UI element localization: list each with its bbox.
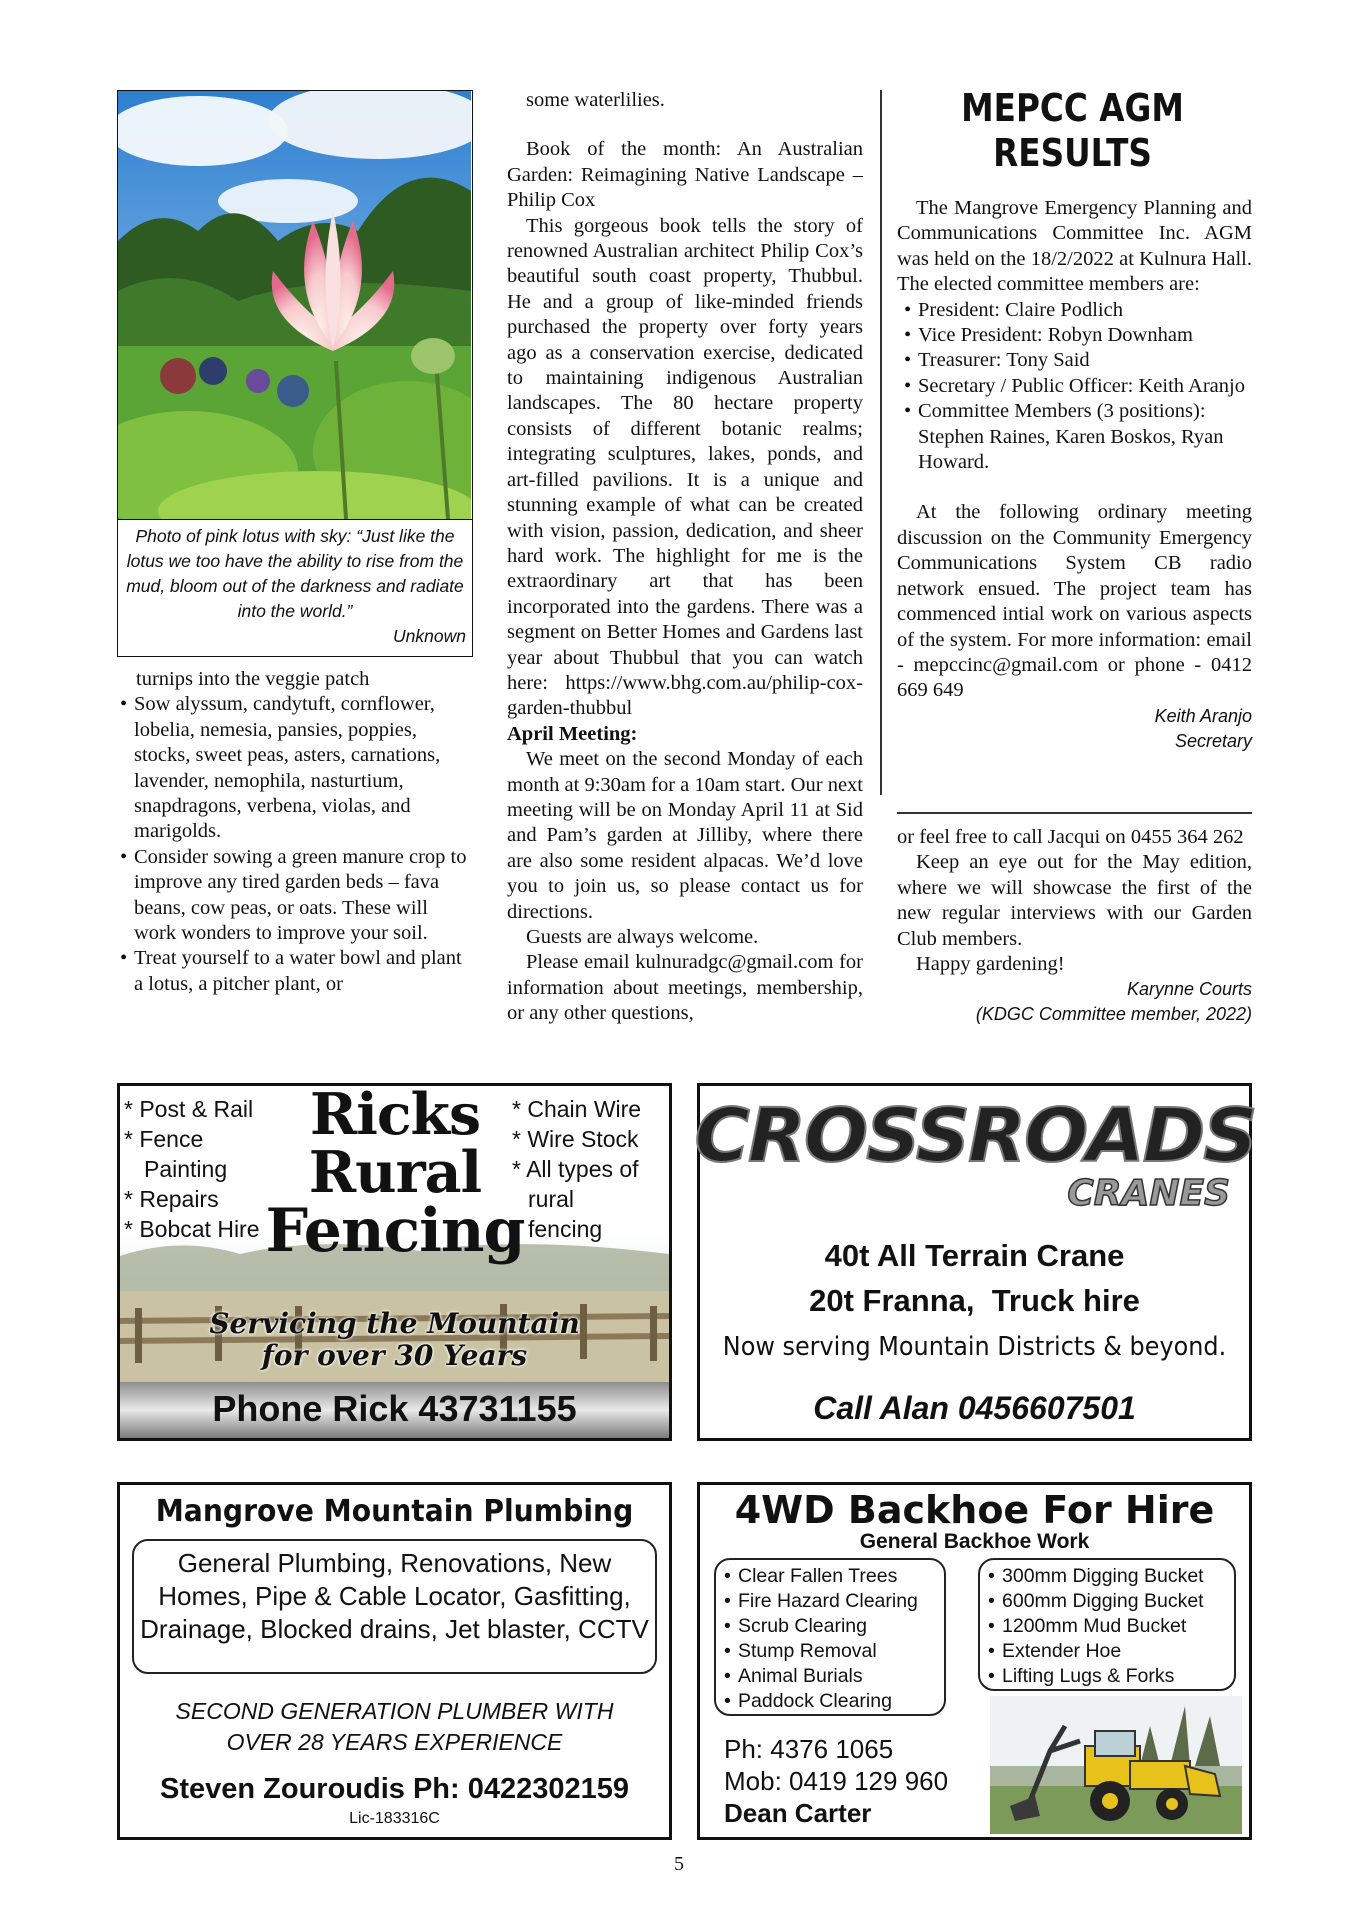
article-paragraph: some waterlilies. (526, 89, 665, 111)
backhoe-jobs-list (724, 1564, 936, 1714)
service-item: * Fence (124, 1126, 204, 1152)
photo-caption-text: Photo of pink lotus with sky: “Just like the lotus we too have the ability to rise from the mud, bloom out of the darkness and radiate into the world.” (126, 526, 464, 621)
lotus-image (118, 91, 471, 519)
service-item: rural (528, 1186, 575, 1212)
service-item: Painting (144, 1156, 228, 1182)
mepcc-title-line: RESULTS (993, 131, 1152, 175)
mepcc-title (920, 86, 1225, 176)
service-item: * Wire Stock (512, 1126, 639, 1152)
column-3-text (897, 196, 1252, 754)
committee-member: • Committee Members (3 positions): Stephen Raines, Karen Boskos, Ryan Howard. (904, 399, 1252, 475)
slogan-line: Servicing the Mountain (209, 1307, 580, 1340)
committee-list (897, 298, 1252, 476)
service-item: * Bobcat Hire (124, 1216, 260, 1242)
photo-caption (118, 519, 472, 649)
tagline-line: OVER 28 YEARS EXPERIENCE (226, 1729, 563, 1755)
backhoe-owner-name: Dean Carter (724, 1798, 872, 1828)
committee-member: • Secretary / Public Officer: Keith Aranjo (904, 374, 1252, 399)
plumbing-services: General Plumbing, Renovations, New Homes, Pipe & Cable Locator, Gasfitting, Drainage, Blocked drains, Jet blaster, CCTV (140, 1548, 649, 1644)
service-item: * Chain Wire (512, 1096, 642, 1122)
article-paragraph: or feel free to call Jacqui on 0455 364 262 (897, 826, 1244, 848)
ricks-left-list (124, 1094, 260, 1244)
april-meeting-heading: April Meeting: (507, 722, 638, 745)
signature-title: (KDGC Committee member, 2022) (975, 1004, 1252, 1025)
column-3-continued (897, 825, 1252, 1027)
photo-caption-author: Unknown (393, 626, 466, 646)
book-of-month-heading: Book of the month: An Australian Garden: Reimagining Native Landscape – Philip Cox (507, 138, 863, 212)
lotus-photo (118, 91, 471, 519)
crossroads-line3: Now serving Mountain Districts & beyond. (722, 1332, 1227, 1362)
backhoe-phone: Ph: 4376 1065 (724, 1734, 894, 1764)
ricks-slogan (120, 1308, 669, 1372)
crossroads-call: Call Alan 0456607501 (813, 1390, 1136, 1426)
ricks-title-line: Fencing (265, 1196, 525, 1266)
gardening-tip: • Treat yourself to a water bowl and plant a lotus, a pitcher plant, or (120, 946, 468, 997)
backhoe-equipment: • 600mm Digging Bucket (988, 1589, 1226, 1614)
backhoe-jobs-box (714, 1558, 946, 1716)
gardening-lead-text: turnips into the veggie patch (136, 668, 370, 690)
backhoe-equipment: • Lifting Lugs & Forks (988, 1664, 1226, 1689)
article-paragraph: Guests are always welcome. (526, 926, 759, 948)
backhoe-equipment: • 300mm Digging Bucket (988, 1564, 1226, 1589)
committee-member: • President: Claire Podlich (904, 298, 1252, 323)
agm-intro: The Mangrove Emergency Planning and Communications Committee Inc. AGM was held on the 18/2/2022 at Kulnura Hall. The elected committee members are: (897, 197, 1252, 296)
backhoe-job: • Paddock Clearing (724, 1689, 936, 1714)
article-paragraph: Happy gardening! (916, 953, 1065, 976)
backhoe-mobile: Mob: 0419 129 960 (724, 1766, 949, 1796)
lotus-photo-frame (117, 90, 473, 657)
backhoe-subtitle: General Backhoe Work (859, 1530, 1090, 1553)
crossroads-logo-sub: CRANES (1067, 1173, 1230, 1214)
ad-mangrove-plumbing (117, 1482, 672, 1840)
article-paragraph: Keep an eye out for the May edition, where we will showcase the first of the new regular interviews with our Garden Club members. (897, 851, 1252, 950)
service-item: * All types of (512, 1156, 639, 1182)
service-item: fencing (528, 1216, 603, 1242)
backhoe-photo (990, 1696, 1242, 1834)
service-item: * Repairs (124, 1186, 219, 1212)
ad-ricks-rural-fencing (117, 1083, 672, 1441)
crossroads-line2: 20t Franna, Truck hire (809, 1283, 1140, 1318)
ricks-title-line: Ricks (309, 1083, 481, 1148)
backhoe-job: • Scrub Clearing (724, 1614, 936, 1639)
service-item: * Post & Rail (124, 1096, 254, 1122)
backhoe-title: 4WD Backhoe For Hire (734, 1488, 1215, 1532)
signature-name: Keith Aranjo (1154, 705, 1252, 726)
tagline-line: SECOND GENERATION PLUMBER WITH (175, 1698, 614, 1724)
backhoe-job: • Fire Hazard Clearing (724, 1589, 936, 1614)
ricks-phone: Phone Rick 43731155 (212, 1388, 577, 1429)
ad-crossroads-cranes (694, 1083, 1256, 1441)
backhoe-equipment-list (988, 1564, 1226, 1689)
agm-paragraph: At the following ordinary meeting discussion on the Community Emergency Communications System CB radio network ensued. The project team has commenced intial work on various aspects of the system. For more information: email - mepccinc@gmail.com or phone - 0412 669 649 (897, 501, 1252, 702)
backhoe-equipment-box (978, 1558, 1236, 1691)
gardening-tip: • Sow alyssum, candytuft, cornflower, lobelia, nemesia, pansies, poppies, stocks, sweet peas, asters, carnations, lavender, nemophila, nasturtium, snapdragons, verbena, violas, and marigolds. (120, 692, 468, 844)
slogan-line: for over 30 Years (261, 1339, 528, 1372)
article-paragraph: We meet on the second Monday of each month at 9:30am for a 10am start. Our next meeting will be on Monday April 11 at Sid and Pam’s garden at Jilliby, where there are also some resident alpacas. We’d love you to join us, so please contact us for directions. (507, 748, 863, 923)
backhoe-job: • Stump Removal (724, 1639, 936, 1664)
ricks-title-line: Rural (308, 1139, 482, 1206)
signature-name: Karynne Courts (1126, 979, 1252, 1000)
plumbing-services-box (132, 1539, 657, 1674)
article-paragraph: Please email kulnuradgc@gmail.com for information about meetings, membership, or any other questions, (507, 951, 863, 1025)
committee-member: • Treasurer: Tony Said (904, 348, 1252, 373)
ad-4wd-backhoe (697, 1482, 1252, 1840)
section-divider (897, 812, 1252, 814)
plumbing-title: Mangrove Mountain Plumbing (155, 1494, 634, 1529)
column-divider (880, 90, 882, 795)
backhoe-equipment: • 1200mm Mud Bucket (988, 1614, 1226, 1639)
column-2-text (507, 88, 863, 1027)
backhoe-job: • Animal Burials (724, 1664, 936, 1689)
plumbing-tagline (120, 1696, 669, 1758)
ricks-right-list (512, 1094, 641, 1244)
backhoe-contact (724, 1733, 948, 1829)
gardening-tip: • Consider sowing a green manure crop to improve any tired garden beds – fava beans, cow peas, or oats. These will work wonders to improve your soil. (120, 845, 468, 947)
mepcc-title-line: MEPCC AGM (961, 86, 1184, 130)
gardening-tips-list (120, 692, 476, 997)
backhoe-equipment: • Extender Hoe (988, 1639, 1226, 1664)
crossroads-line1: 40t All Terrain Crane (824, 1238, 1125, 1273)
article-paragraph: This gorgeous book tells the story of renowned Australian architect Philip Cox’s beautiful south coast property, Thubbul. He and a group of like-minded friends purchased the property over forty years ago as a conservation exercise, dedicated to maintaining indigenous Australian landscapes. The 80 hectare property consists of different botanic realms; integrating sculptures, lakes, ponds, and art-filled pavilions. It is a unique and stunning example of what can be created with vision, passion, dedication, and sheer hard work. The highlight for me is the extraordinary art that has been incorporated into the gardens. There was a segment on Better Homes and Gardens last year about Thubbul that you can watch here: https://www.bhg.com.au/philip-cox-garden-thubbul (507, 214, 863, 720)
backhoe-job: • Clear Fallen Trees (724, 1564, 936, 1589)
page-number: 5 (674, 1853, 684, 1875)
column-1-text (120, 667, 476, 997)
plumbing-contact: Steven Zouroudis Ph: 0422302159 (159, 1773, 630, 1805)
plumbing-licence: Lic-183316C (349, 1810, 440, 1827)
committee-member: • Vice President: Robyn Downham (904, 323, 1252, 348)
crossroads-logo: CROSSROADS (694, 1093, 1256, 1179)
signature-title: Secretary (1174, 730, 1252, 751)
ricks-title (260, 1083, 530, 1266)
